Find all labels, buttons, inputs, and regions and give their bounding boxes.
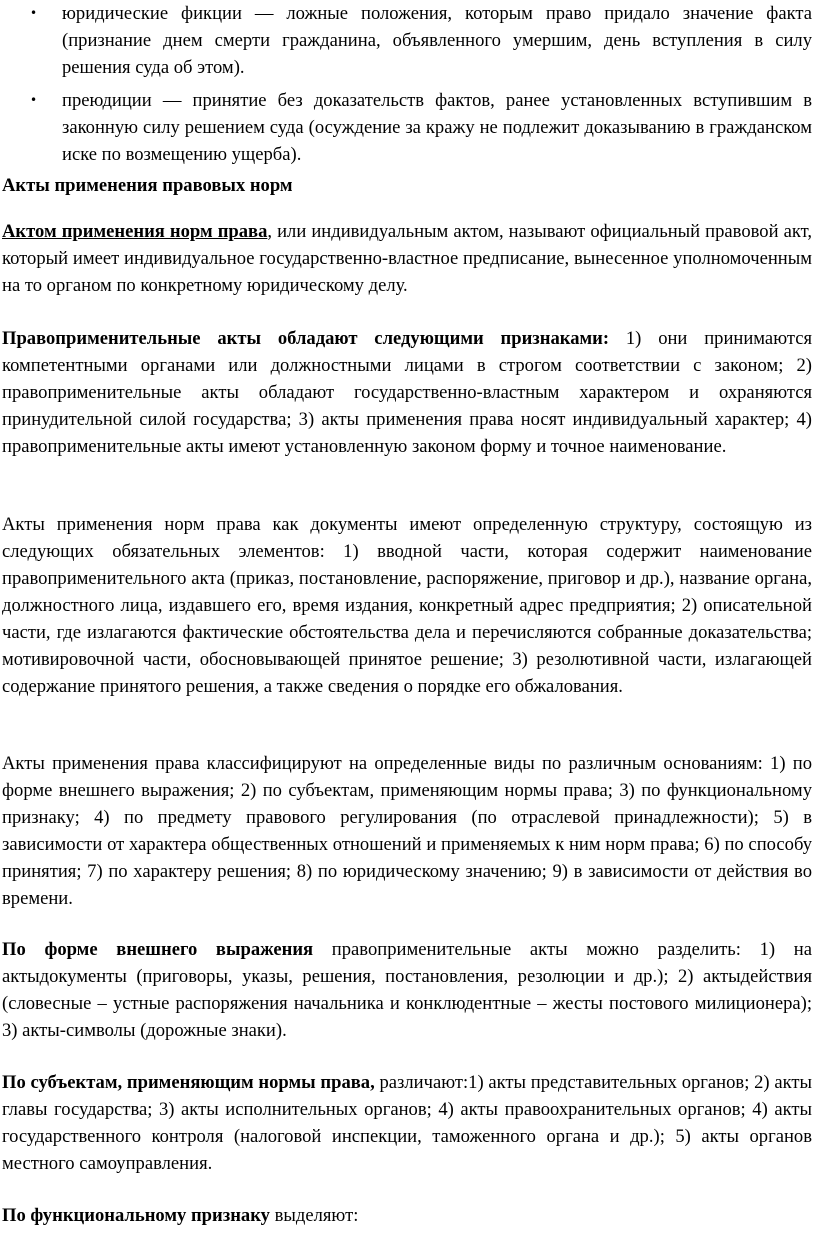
paragraph-text: различают:1) акты представительных органов; 2) акты главы государства; 3) акты исполнительных органов; 4) акты правоохранительных органов; 4) акты государственного контроля (налоговой инспекции, таможенного органа и др.); 5) акты органов местного самоуправления. <box>2 1072 812 1174</box>
paragraph-lead: Правоприменительные акты обладают следующими признаками: <box>2 328 610 349</box>
bullet-item-prejudice <box>30 87 812 168</box>
term-act-of-application: Актом применения норм права <box>2 221 268 242</box>
bullet-icon: • <box>30 93 38 107</box>
paragraph-text: Акты применения права классифицируют на определенные виды по различным основаниям: 1) по форме внешнего выражения; 2) по субъектам, применяющим нормы права; 3) по функциональному признаку; 4) по предмету правового регулирования (по отраслевой принадлежности); 5) в зависимости от характера общественных отношений и применяемых к ним норм права; 6) по способу принятия; 7) по характеру решения; 8) по юридическому значению; 9) в зависимости от действия во времени. <box>2 753 812 909</box>
paragraph-form <box>2 936 812 1044</box>
paragraph-lead: По форме внешнего выражения <box>2 939 314 960</box>
paragraph-text: выделяют: <box>269 1205 359 1226</box>
bullet-text: преюдиции — принятие без доказательств фактов, ранее установленных вступившим в законную силу решением суда (осуждение за кражу не подлежит доказыванию в гражданском иске по возмещению ущерба). <box>62 90 812 165</box>
paragraph-structure <box>2 511 812 700</box>
paragraph-text: Акты применения норм права как документы имеют определенную структуру, состоящую из следующих обязательных элементов: 1) вводной части, которая содержит наименование правоприменительного акта (приказ, постановление, распоряжение, приговор и др.), название органа, должностного лица, издавшего его, время издания, конкретный адрес предприятия; 2) описательной части, где излагаются фактические обстоятельства дела и перечисляются собранные доказательства; мотивировочной части, обосновывающей принятое решение; 3) резолютивной части, излагающей содержание принятого решения, а также сведения о порядке его обжалования. <box>2 514 812 697</box>
bullet-item-legal-fictions <box>30 0 812 81</box>
bullet-text: юридические фикции — ложные положения, которым право придало значение факта (признание днем смерти гражданина, объявленного умершим, день вступления в силу решения суда об этом). <box>62 3 812 78</box>
section-heading: Акты применения правовых норм <box>2 175 293 196</box>
paragraph-definition <box>2 218 812 299</box>
paragraph-text: 1) они принимаются компетентными органами или должностными лицами в строгом соответствии с законом; 2) правоприменительные акты обладают государственно-властным характером и охраняются принудительной силой государства; 3) акты применения права носят индивидуальный характер; 4) правоприменительные акты имеют установленную законом форму и точное наименование. <box>2 328 812 457</box>
paragraph-text: , или индивидуальным актом, называют официальный правовой акт, который имеет индивидуальное государственно-властное предписание, вынесенное уполномоченным на то органом по конкретному юридическому делу. <box>2 221 812 296</box>
paragraph-functional <box>2 1202 812 1229</box>
paragraph-classification <box>2 750 812 912</box>
paragraph-text: правоприменительные акты можно разделить: 1) на актыдокументы (приговоры, указы, решения, постановления, резолюции и др.); 2) актыдействия (словесные – устные распоряжения начальника и конклюдентные – жесты постового милиционера); 3) акты-символы (дорожные знаки). <box>2 939 812 1041</box>
paragraph-features <box>2 325 812 460</box>
bullet-list <box>30 0 812 168</box>
paragraph-lead: По функциональному признаку <box>2 1205 270 1226</box>
bullet-icon: • <box>30 6 38 20</box>
paragraph-subjects <box>2 1069 812 1177</box>
paragraph-lead: По субъектам, применяющим нормы права, <box>2 1072 375 1093</box>
